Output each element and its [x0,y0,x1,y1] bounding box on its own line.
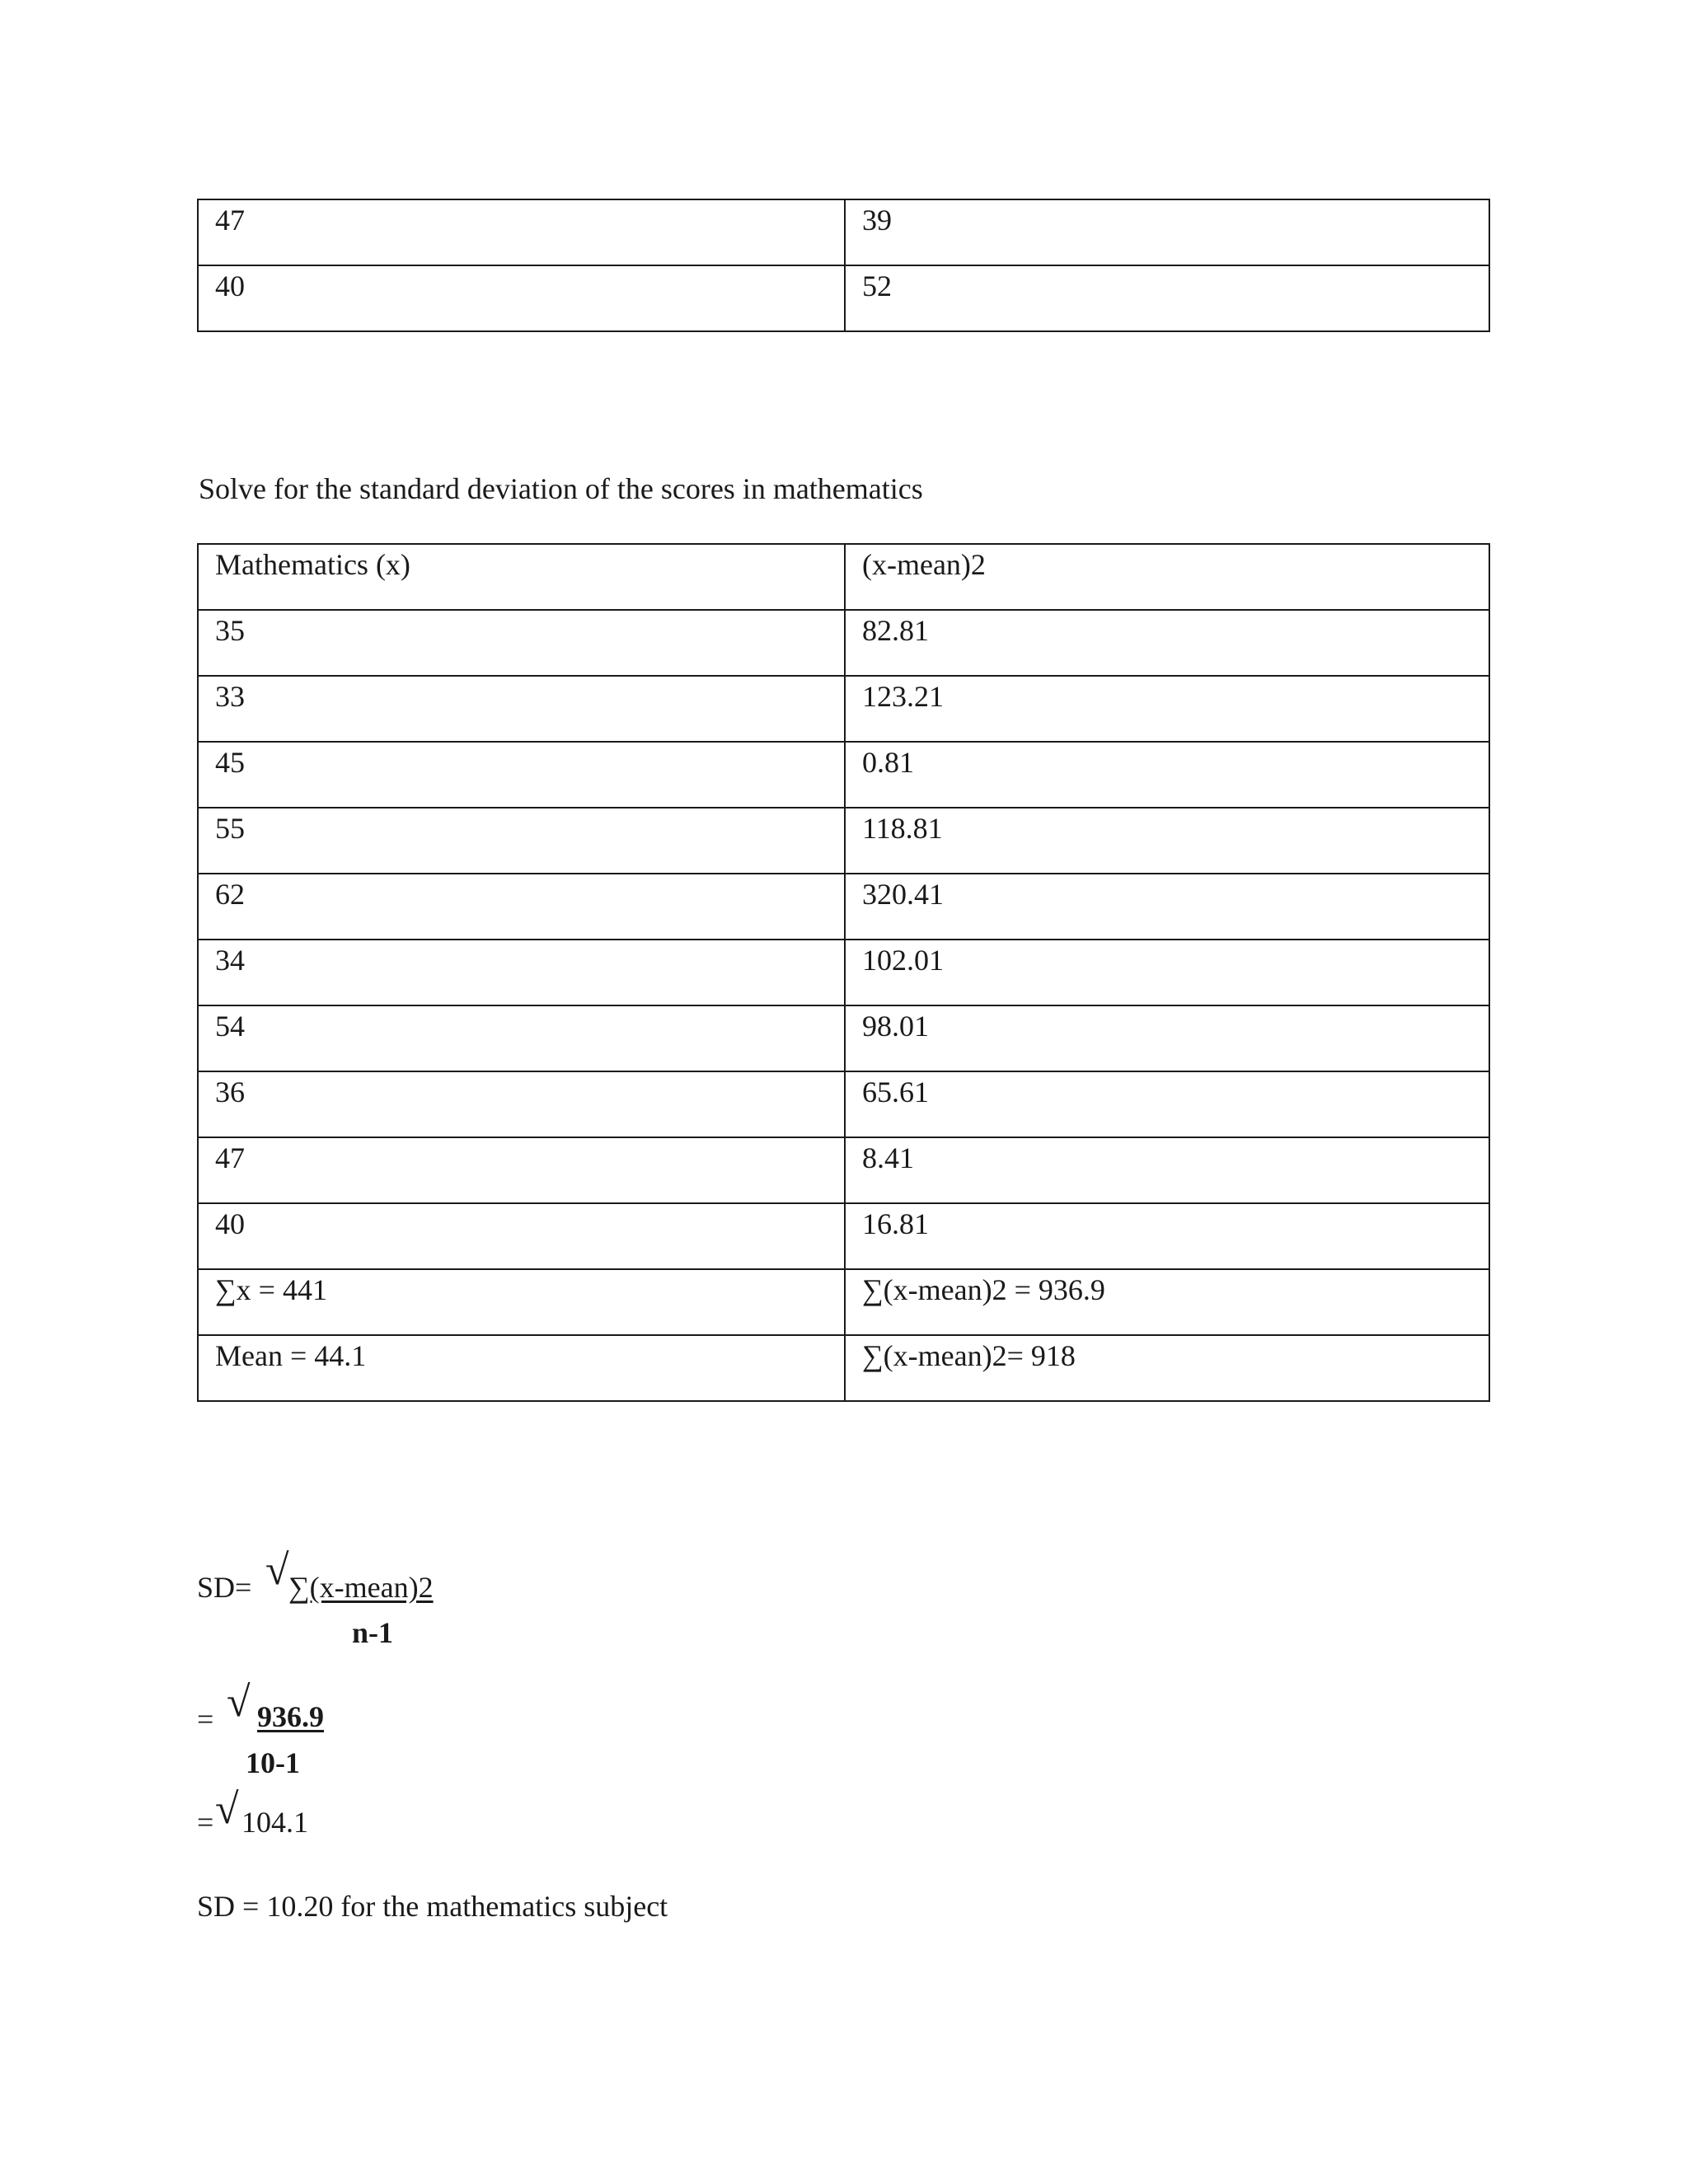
table-cell: 82.81 [845,610,1489,676]
table-row [198,742,1489,808]
table-cell: 118.81 [845,808,1489,874]
table-row [198,1005,1489,1071]
table-cell: 35 [198,610,845,676]
table-cell: 8.41 [845,1137,1489,1203]
table-cell: 47 [198,199,845,265]
sd-label: SD= [197,1571,252,1604]
table-cell: 33 [198,676,845,742]
table-cell: 34 [198,940,845,1005]
section-intro: Solve for the standard deviation of the scores in mathematics [199,472,923,505]
table-row [198,808,1489,874]
table-row [198,199,1489,265]
mean-cell: Mean = 44.1 [198,1335,845,1401]
table-cell: 55 [198,808,845,874]
table-cell: 320.41 [845,874,1489,940]
table-row [198,610,1489,676]
table-cell: 102.01 [845,940,1489,1005]
sum-squared-deviation-alt-cell: ∑(x-mean)2= 918 [845,1335,1489,1401]
step1-equals: = [197,1703,214,1736]
formula-numerator: ∑(x-mean)2 [288,1571,434,1604]
table-row [198,1203,1489,1269]
table-cell: 45 [198,742,845,808]
table-row [198,1071,1489,1137]
table-cell: 16.81 [845,1203,1489,1269]
step1-denominator: 10-1 [246,1746,300,1779]
table-cell: 52 [845,265,1489,331]
table-cell: 0.81 [845,742,1489,808]
scores-table-continuation [197,199,1490,332]
table-cell: 47 [198,1137,845,1203]
formula-denominator: n-1 [352,1616,394,1649]
table-row [198,940,1489,1005]
table-cell: 123.21 [845,676,1489,742]
column-header-mathematics: Mathematics (x) [198,544,845,610]
table-cell: 62 [198,874,845,940]
table-row [198,265,1489,331]
step1-numerator: 936.9 [257,1700,324,1733]
table-cell: 54 [198,1005,845,1071]
mathematics-deviation-table [197,543,1490,1402]
table-cell: 40 [198,265,845,331]
table-row [198,874,1489,940]
table-cell: 65.61 [845,1071,1489,1137]
step2-value: 104.1 [241,1806,308,1839]
conclusion-text: SD = 10.20 for the mathematics subject [197,1890,668,1923]
square-root-symbol: √ [227,1679,251,1726]
table-cell: 40 [198,1203,845,1269]
step2-equals: = [197,1806,214,1839]
table-row [198,1137,1489,1203]
table-cell: 39 [845,199,1489,265]
sum-x-cell: ∑x = 441 [198,1269,845,1335]
table-sum-row [198,1269,1489,1335]
sum-squared-deviation-cell: ∑(x-mean)2 = 936.9 [845,1269,1489,1335]
table-header-row [198,544,1489,610]
column-header-squared-deviation: (x-mean)2 [845,544,1489,610]
square-root-symbol: √ [215,1786,239,1833]
table-mean-row [198,1335,1489,1401]
table-cell: 36 [198,1071,845,1137]
table-row [198,676,1489,742]
table-cell: 98.01 [845,1005,1489,1071]
square-root-symbol: √ [265,1547,289,1594]
